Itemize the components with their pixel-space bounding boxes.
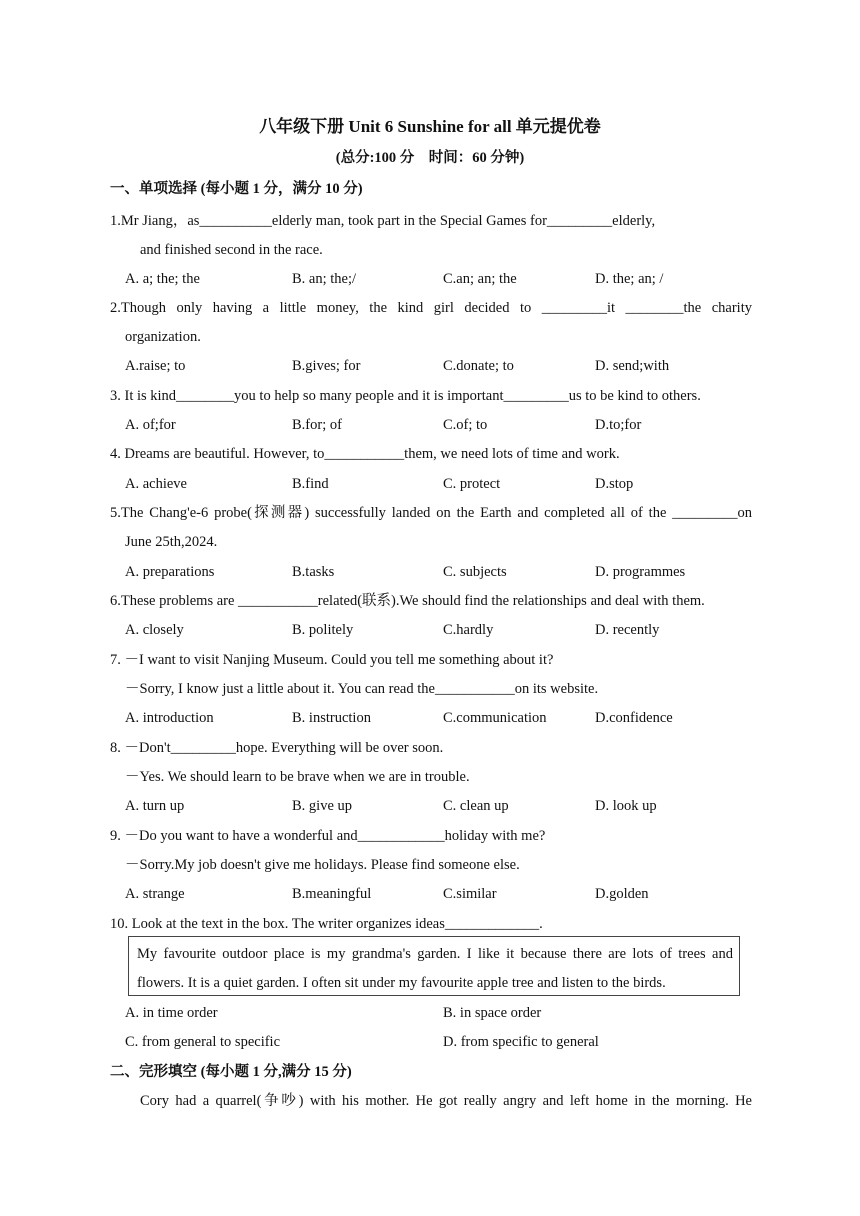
question-2-options [125,356,765,376]
option-b: B.find [292,476,329,492]
option-a: A. strange [125,886,185,902]
question-5-text-cont: June 25th,2024. [125,534,218,550]
question-10-text: 10. Look at the text in the box. The writer organizes ideas_____________. [110,916,543,932]
question-8-reply: －Yes. We should learn to be brave when we are in trouble. [125,769,470,785]
question-9-options [125,884,765,904]
option-d: D. the; an; / [595,271,664,287]
section-heading-1: 一、单项选择 (每小题 1 分，满分 10 分) [110,181,363,197]
question-7-text: 7. －I want to visit Nanjing Museum. Could you tell me something about it? [110,652,554,668]
section-heading-2: 二、完形填空 (每小题 1 分,满分 15 分) [110,1064,352,1080]
option-d: D.golden [595,886,649,902]
option-c: C. subjects [443,564,507,580]
question-2-text: 2.Though only having a little money, the kind girl decided to _________it ________the charity [110,300,752,316]
question-4-text: 4. Dreams are beautiful. However, to___________them, we need lots of time and work. [110,446,620,462]
option-d: D.to;for [595,417,642,433]
option-a: A. a; the; the [125,271,200,287]
option-a: A. in time order [125,1005,218,1021]
option-a: A. turn up [125,798,185,814]
page-title: 八年级下册 Unit 6 Sunshine for all 单元提优卷 [259,117,601,136]
option-d: D. recently [595,622,660,638]
option-c: C.communication [443,710,547,726]
option-c: C.hardly [443,622,494,638]
option-c: C. from general to specific [125,1034,281,1050]
question-1-text-cont: and finished second in the race. [140,242,323,258]
question-6-text: 6.These problems are ___________related(联系).We should find the relationships and deal with them. [110,593,705,609]
question-7-reply: －Sorry, I know just a little about it. You can read the___________on its website. [125,681,599,697]
question-10-options-row-2 [125,1032,765,1052]
option-a: A. closely [125,622,184,638]
option-a: A. preparations [125,564,215,580]
option-a: A.raise; to [125,358,186,374]
option-c: C.similar [443,886,497,902]
question-9-reply: －Sorry.My job doesn't give me holidays. Please find someone else. [125,857,520,873]
question-2-text-cont: organization. [125,329,201,345]
option-b: B.for; of [292,417,342,433]
option-c: C.of; to [443,417,488,433]
option-b: B. in space order [443,1005,542,1021]
question-5-text: 5.The Chang'e-6 probe(探测器) successfully landed on the Earth and completed all of the _________on [110,505,752,521]
passage-first-line: Cory had a quarrel(争吵) with his mother. He got really angry and left home in the morning. He [140,1093,752,1109]
question-4-options [125,474,765,494]
option-b: B.tasks [292,564,335,580]
question-8-text: 8. －Don't_________hope. Everything will be over soon. [110,740,444,756]
question-3-options [125,415,765,435]
question-10-options-row-1 [125,1003,765,1023]
page-subtitle: (总分:100 分 时间：60 分钟) [335,150,525,166]
question-6-options [125,620,765,640]
option-c: C. protect [443,476,501,492]
option-b: B. politely [292,622,354,638]
question-7-options [125,708,765,728]
text-box-line-1: My favourite outdoor place is my grandma's garden. I like it because there are lots of trees and [137,946,733,962]
option-a: A. introduction [125,710,214,726]
text-box [128,936,740,996]
option-d: D.stop [595,476,634,492]
option-a: A. of;for [125,417,176,433]
option-b: B.meaningful [292,886,372,902]
option-d: D.confidence [595,710,673,726]
question-1-text: 1.Mr Jiang，as__________elderly man, took part in the Special Games for_________elderly, [110,213,656,229]
option-b: B. instruction [292,710,371,726]
option-d: D. send;with [595,358,670,374]
option-b: B. an; the;/ [292,271,357,287]
question-3-text: 3. It is kind________you to help so many people and it is important_________us to be kind to others. [110,388,701,404]
option-b: B.gives; for [292,358,361,374]
text-box-line-2: flowers. It is a quiet garden. I often sit under my favourite apple tree and listen to the birds. [137,975,666,991]
question-8-options [125,796,765,816]
question-5-options [125,562,765,582]
option-d: D. programmes [595,564,686,580]
option-d: D. look up [595,798,657,814]
option-a: A. achieve [125,476,187,492]
option-c: C. clean up [443,798,509,814]
question-1-options [125,269,765,289]
option-b: B. give up [292,798,353,814]
option-c: C.donate; to [443,358,514,374]
question-9-text: 9. －Do you want to have a wonderful and____________holiday with me? [110,828,546,844]
option-c: C.an; an; the [443,271,517,287]
option-d: D. from specific to general [443,1034,599,1050]
